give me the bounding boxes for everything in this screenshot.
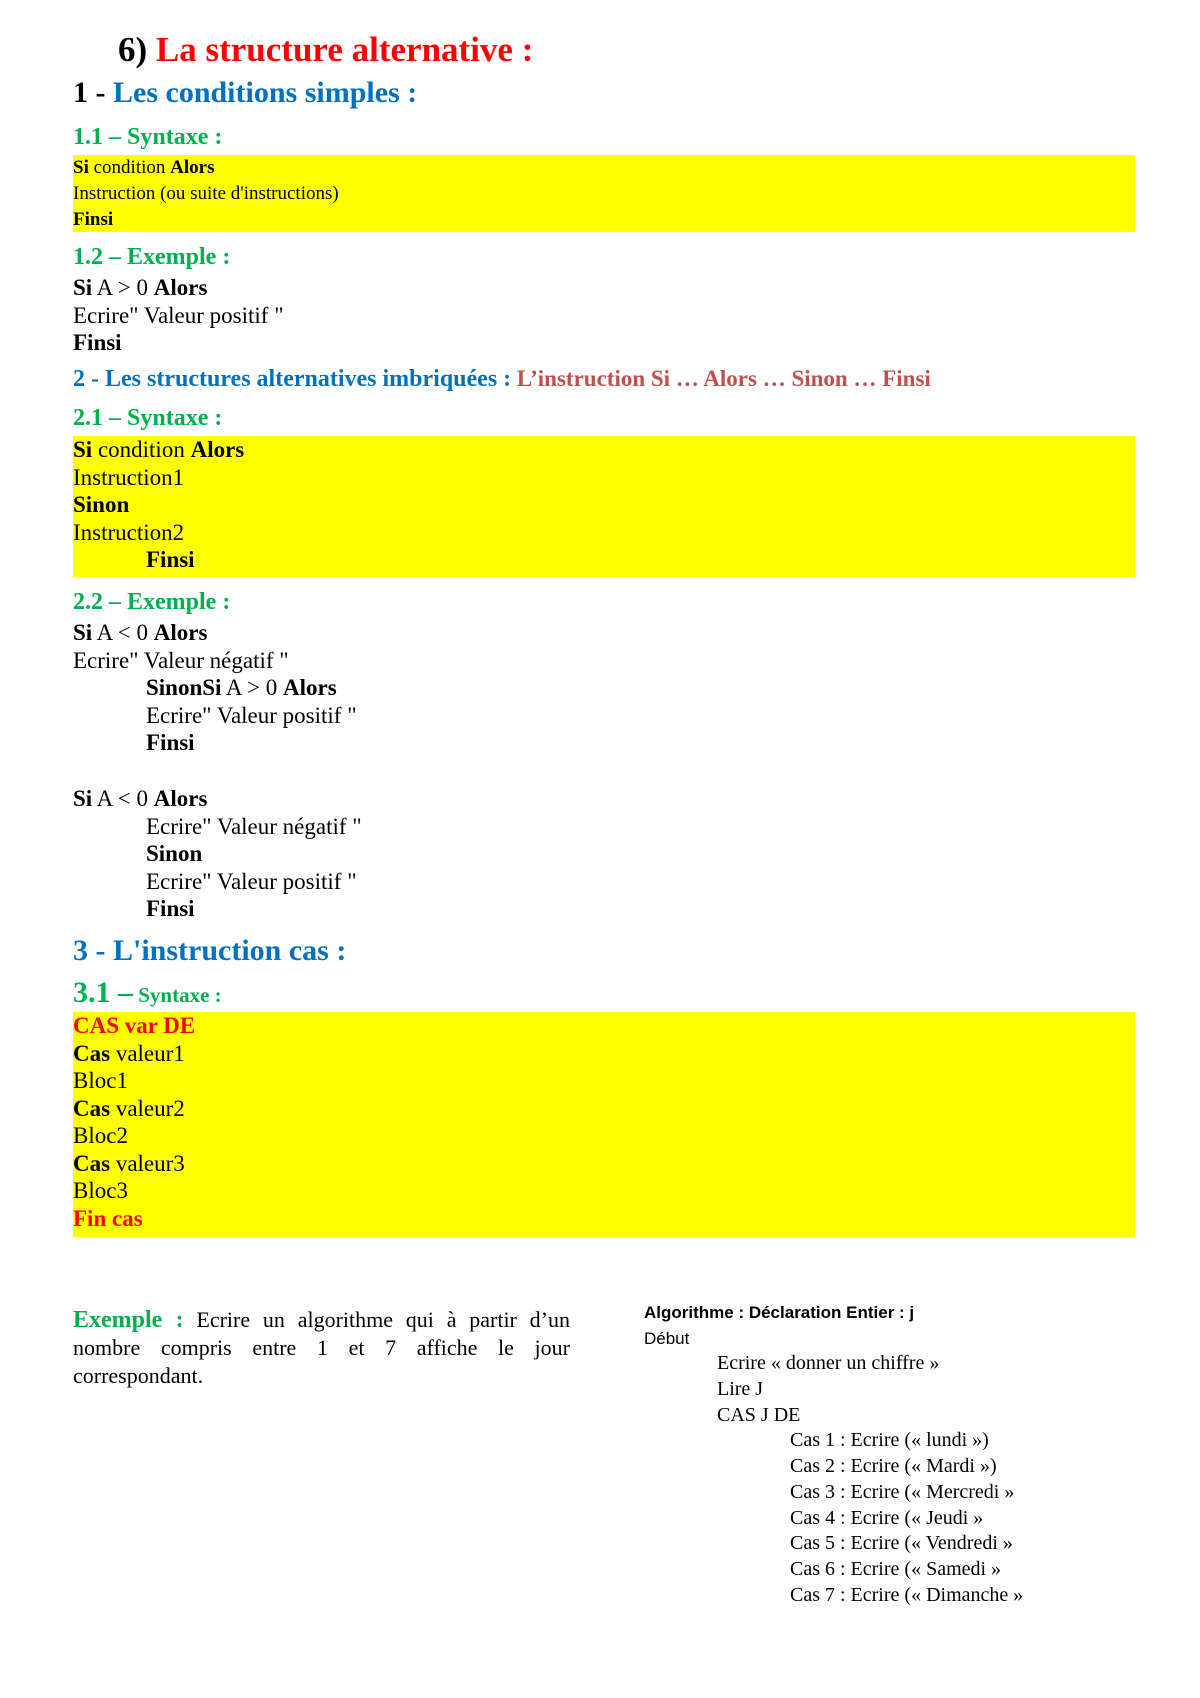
kw-alors: Alors: [153, 786, 208, 811]
code-line: Instruction1: [73, 464, 185, 490]
case-line: Cas 4 : Ecrire (« Jeudi »: [790, 1506, 984, 1529]
code-text: A > 0: [92, 275, 154, 300]
example-label: Exemple :: [73, 1307, 184, 1333]
kw-alors: Alors: [153, 620, 208, 645]
code-line: Bloc2: [73, 1123, 128, 1148]
kw-cas: Cas: [73, 1040, 111, 1066]
code-line: Instruction2: [73, 519, 185, 545]
code-line: Lire J: [717, 1378, 764, 1401]
kw-si: Si: [73, 620, 93, 645]
code-line: Ecrire" Valeur négatif ": [73, 647, 289, 673]
example-3-paragraph: [73, 1306, 570, 1390]
case-line: Cas 5 : Ecrire (« Vendredi »: [790, 1532, 1013, 1555]
kw-finsi: Finsi: [146, 896, 195, 921]
code-text: A > 0: [221, 675, 283, 700]
code-text: condition: [92, 437, 191, 462]
example-2-2-code-a: [73, 619, 357, 757]
code-line: CAS J DE: [717, 1403, 801, 1426]
kw-sinon: Sinon: [73, 492, 130, 517]
kw-finsi: Finsi: [73, 209, 114, 230]
code-line: Instruction (ou suite d'instructions): [73, 183, 339, 204]
code-line: Bloc3: [73, 1178, 128, 1203]
code-text: A < 0: [92, 620, 154, 645]
code-line: Ecrire" Valeur positif ": [146, 702, 357, 728]
kw-alors: Alors: [283, 675, 337, 700]
code-line: Ecrire" Valeur positif ": [146, 868, 357, 894]
syntax-3-1-block: [73, 1012, 1135, 1237]
section-2-subtitle: L’instruction Si … Alors … Sinon … Finsi: [511, 366, 931, 391]
kw-si: Si: [73, 437, 93, 462]
algorithm-block: [644, 1300, 1023, 1608]
code-text: valeur2: [110, 1095, 185, 1121]
section-1-heading: [73, 76, 417, 110]
syntax-1-1-block: [73, 155, 1135, 232]
kw-alors: Alors: [170, 157, 215, 178]
kw-finsi: Finsi: [146, 730, 195, 755]
example-text: Ecrire un algorithme qui à partir d’un nombre compris entre 1 et 7 affiche le jour correspondant.: [73, 1307, 571, 1388]
kw-finsi: Finsi: [73, 330, 122, 355]
case-line: Cas 7 : Ecrire (« Dimanche »: [790, 1583, 1024, 1606]
kw-si: Si: [73, 786, 93, 811]
subsection-2-2-heading: 2.2 – Exemple :: [73, 589, 231, 615]
kw-sinon: Sinon: [146, 841, 203, 866]
code-line: Ecrire" Valeur négatif ": [146, 813, 362, 839]
code-line: Bloc1: [73, 1068, 128, 1093]
kw-sinonsi: SinonSi: [146, 675, 222, 700]
section-1-title: Les conditions simples :: [113, 76, 418, 109]
kw-cas: Cas: [73, 1095, 111, 1121]
kw-fin-cas: Fin cas: [73, 1205, 143, 1231]
kw-finsi: Finsi: [146, 547, 195, 572]
code-line: Ecrire « donner un chiffre »: [717, 1352, 940, 1375]
code-text: A < 0: [92, 786, 154, 811]
page-title: [118, 30, 533, 70]
example-1-2-code: [73, 274, 284, 357]
example-2-2-code-b: [73, 785, 362, 923]
section-1-number: 1 -: [73, 76, 106, 109]
kw-si: Si: [73, 157, 89, 178]
code-text: valeur1: [110, 1040, 185, 1066]
kw-si: Si: [73, 275, 93, 300]
syntax-2-1-block: [73, 436, 1135, 577]
subsection-2-1-heading: 2.1 – Syntaxe :: [73, 405, 223, 431]
title-text: La structure alternative :: [155, 30, 534, 69]
section-3-heading: 3 - L'instruction cas :: [73, 934, 347, 967]
subsection-1-2-heading: 1.2 – Exemple :: [73, 244, 231, 270]
subsection-3-1-heading: [73, 976, 222, 1010]
kw-cas: Cas: [73, 1150, 111, 1176]
section-2-title: 2 - Les structures alternatives imbriquées :: [73, 366, 512, 392]
algorithm-debut: Début: [644, 1328, 690, 1348]
subsection-3-1-label: Syntaxe :: [133, 983, 222, 1007]
title-number: 6): [118, 30, 148, 69]
case-line: Cas 3 : Ecrire (« Mercredi »: [790, 1480, 1015, 1503]
subsection-3-1-number: 3.1 –: [73, 976, 133, 1009]
section-2-heading: [73, 366, 931, 393]
case-line: Cas 2 : Ecrire (« Mardi »): [790, 1455, 997, 1478]
case-line: Cas 6 : Ecrire (« Samedi »: [790, 1557, 1002, 1580]
subsection-1-1-heading: 1.1 – Syntaxe :: [73, 124, 223, 150]
case-line: Cas 1 : Ecrire (« lundi »): [790, 1429, 989, 1452]
algorithm-header: Algorithme : Déclaration Entier : j: [644, 1303, 915, 1322]
code-text: valeur3: [110, 1150, 185, 1176]
code-line: Ecrire" Valeur positif ": [73, 302, 284, 328]
kw-alors: Alors: [153, 275, 208, 300]
code-text: condition: [88, 157, 171, 178]
kw-cas-var-de: CAS var DE: [73, 1013, 196, 1038]
kw-alors: Alors: [190, 437, 245, 462]
